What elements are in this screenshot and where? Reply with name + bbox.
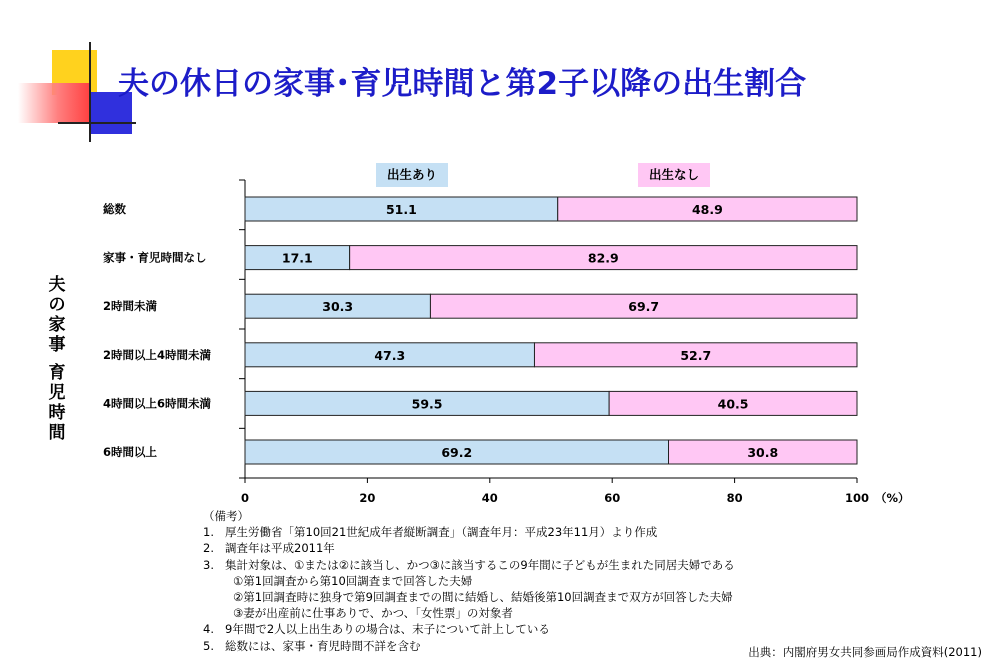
note-line [203,589,735,605]
category-label: 総数 [103,202,126,216]
notes [203,508,735,654]
category-label: 2時間未満 [103,299,158,314]
data-label: 69.7 [628,299,660,315]
note-text: 厚生労働省「第10回21世紀成年者縦断調査」（調査年月：平成23年11月）より作成 [225,525,658,540]
x-axis-unit: （%） [875,491,910,505]
note-number: 3. [203,557,214,572]
category-label: 2時間以上4時間未満 [103,347,212,362]
note-line [203,621,735,637]
x-tick-label: 60 [604,491,621,505]
x-tick-label: 20 [359,491,376,505]
note-number: 5. [203,638,214,653]
data-label: 30.3 [322,299,354,315]
data-label: 82.9 [587,250,619,266]
vertical-label-char: 時 [48,403,66,423]
vertical-label-char: 事 [48,335,66,355]
category-label: 6時間以上 [103,445,158,459]
note-line [203,573,735,589]
vertical-label-char: 児 [48,383,66,403]
page-title: 夫の休日の家事･育児時間と第2子以降の出生割合 [118,66,807,102]
vertical-label-char: 間 [48,423,66,443]
data-label: 47.3 [374,347,406,363]
x-tick-label: 80 [726,491,743,505]
data-label: 51.1 [385,202,417,217]
note-line [203,638,735,654]
note-line [203,557,735,573]
note-number: 1. [203,525,214,540]
notes-header: （備考） [203,509,249,523]
data-label: 69.2 [441,445,473,460]
note-text: 総数には、家事・育児時間不詳を含む [225,638,421,653]
vertical-label-char: の [48,295,66,315]
note-line [203,540,735,556]
note-text: 集計対象は、①または②に該当し、かつ③に該当するこの9年間に子どもが生まれた同居夫婦である [225,557,735,572]
data-label: 30.8 [747,445,779,460]
data-label: 59.5 [411,396,443,412]
note-text: ①第1回調査から第10回調査まで回答した夫婦 [233,573,473,588]
data-label: 40.5 [717,396,749,412]
note-line [203,605,735,621]
legend-birth-yes: 出生あり [376,163,448,187]
vertical-label-char: 家 [48,315,66,335]
x-tick-label: 0 [240,491,250,505]
note-number: 4. [203,622,214,637]
note-text: ②第1回調査時に独身で第9回調査までの間に結婚し、結婚後第10回調査まで双方が回答した夫婦 [233,590,733,605]
data-label: 52.7 [680,347,712,363]
note-text: 調査年は平成2011年 [225,541,335,556]
category-label: 家事・育児時間なし [103,250,207,265]
note-number: 2. [203,541,214,556]
category-label: 4時間以上6時間未満 [103,396,212,411]
data-label: 48.9 [691,202,723,217]
note-text: 9年間で2人以上出生ありの場合は、末子について計上している [225,622,550,637]
x-tick-label: 100 [844,491,870,505]
note-line [203,524,735,540]
vertical-label-char: 育 [48,363,66,383]
legend-birth-no: 出生なし [638,163,710,187]
x-tick-label: 40 [481,491,498,505]
source-credit: 出典：内閣府男女共同参画局作成資料(2011) [748,645,982,659]
data-label: 17.1 [281,250,313,266]
vertical-label-char: 夫 [48,275,66,295]
note-text: ③妻が出産前に仕事ありで、かつ、「女性票」の対象者 [233,606,513,621]
